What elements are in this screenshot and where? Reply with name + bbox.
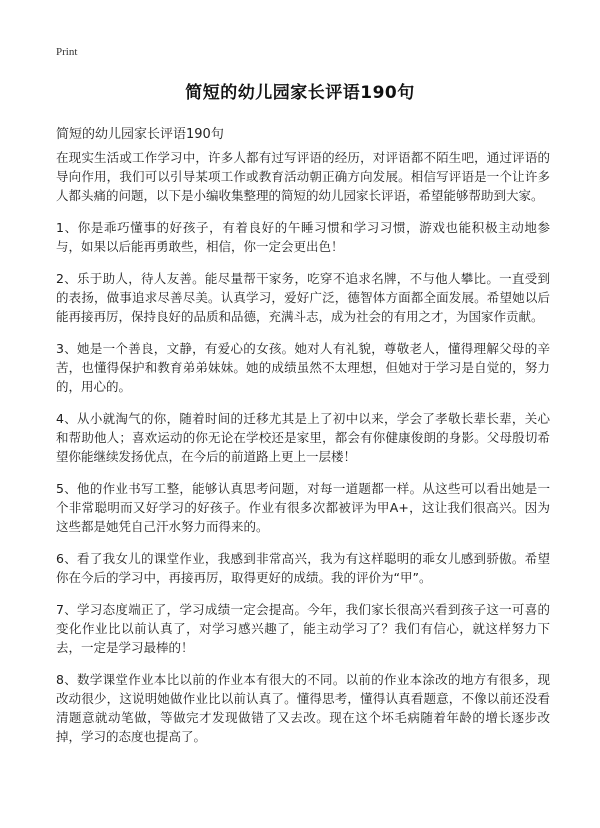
document-body [56,148,550,759]
intro-paragraph: 在现实生活或工作学习中，许多人都有过写评语的经历，对评语都不陌生吧，通过评语的导向作用，我们可以引导某项工作或教育活动朝正确方向发展。相信写评语是一个让许多人都头痛的问题，以下是小编收集整理的简短的幼儿园家长评语，希望能够帮助到大家。 [56,150,550,203]
comment-item-3: 3、她是一个善良，文静，有爱心的女孩。她对人有礼貌，尊敬老人，懂得理解父母的辛苦，也懂得保护和教育弟弟妹妹。她的成绩虽然不太理想，但她对于学习是自觉的，努力的，用心的。 [56,341,550,394]
comment-item-5: 5、他的作业书写工整，能够认真思考问题，对每一道题都一样。从这些可以看出她是一个非常聪明而又好学习的好孩子。作业有很多次都被评为甲A+，这让我们很高兴。因为这些都是她凭自己汗水努力而得来的。 [56,481,550,534]
comment-item-2: 2、乐于助人，待人友善。能尽量帮干家务，吃穿不追求名牌，不与他人攀比。一直受到的表扬，做事追求尽善尽美。认真学习，爱好广泛，德智体方面都全面发展。希望她以后能再接再厉，保持良好的品质和品德，充满斗志，成为社会的有用之才，为国家作贡献。 [56,271,550,324]
comment-item-1: 1、你是乖巧懂事的好孩子，有着良好的午睡习惯和学习习惯，游戏也能积极主动地参与，如果以后能再勇敢些，相信，你一定会更出色！ [56,220,550,254]
comment-item-6: 6、看了我女儿的课堂作业，我感到非常高兴，我为有这样聪明的乖女儿感到骄傲。希望你在今后的学习中，再接再厉，取得更好的成绩。我的评价为“甲”。 [56,551,550,585]
document-subtitle: 简短的幼儿园家长评语190句 [56,127,224,142]
document-title: 简短的幼儿园家长评语190句 [185,83,415,103]
comment-item-4: 4、从小就淘气的你，随着时间的迁移尤其是上了初中以来，学会了孝敬长辈长辈，关心和帮助他人；喜欢运动的你无论在学校还是家里，都会有你健康俊朗的身影。父母殷切希望你能继续发扬优点，在今后的前道路上更上一层楼！ [56,411,550,464]
print-label: Print [56,46,78,58]
comment-item-7: 7、学习态度端正了，学习成绩一定会提高。今年，我们家长很高兴看到孩子这一可喜的变化作业比以前认真了，对学习感兴趣了，能主动学习了？我们有信心，就这样努力下去，一定是学习最棒的！ [56,602,550,655]
comment-item-8: 8、数学课堂作业本比以前的作业本有很大的不同。以前的作业本涂改的地方有很多，现改动很少，这说明她做作业比以前认真了。懂得思考，懂得认真看题意，不像以前还没看清题意就动笔做，等做完才发现做错了又去改。现在这个坏毛病随着年龄的增长逐步改掉，学习的态度也提高了。 [56,672,550,744]
